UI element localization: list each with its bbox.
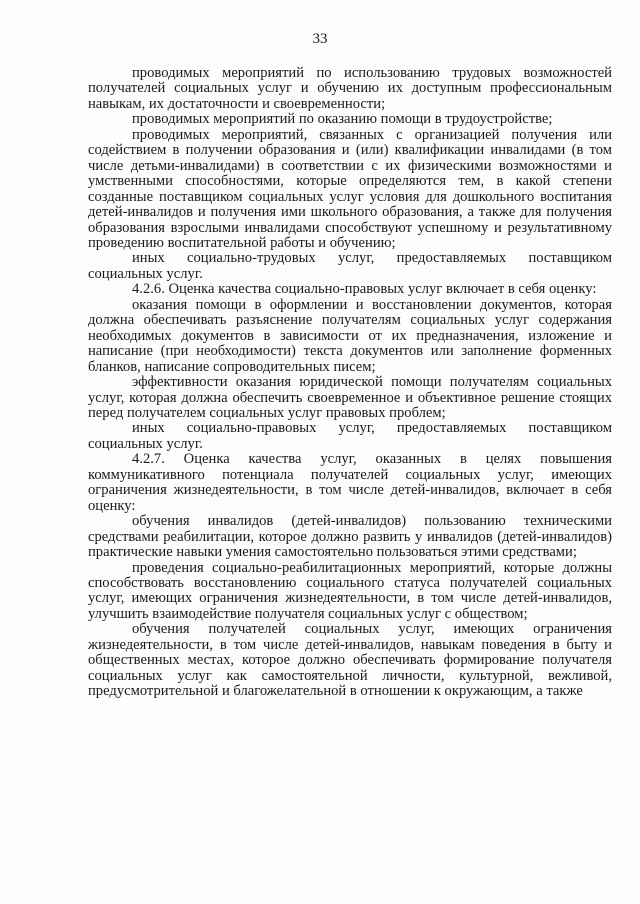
- paragraph-behavior-training: обучения получателей социальных услуг, имеющих ограничения жизнедеятельности, в том числе детей-инвалидов, навыкам поведения в быту и общественных местах, которое должно обеспечивать формирование получателя социальных услуг как самостоятельной личности, культурной, вежливой, предусмотрительной и благожелательной в отношении к окружающим, а также: [88, 621, 612, 700]
- paragraph-other-labor: иных социально-трудовых услуг, предоставляемых поставщиком социальных услуг.: [88, 250, 612, 282]
- paragraph-rehab-measures: проведения социально-реабилитационных мероприятий, которые должны способствовать восстановлению социального статуса получателей социальных услуг, имеющих ограничения жизнедеятельности, в том числе детей-инвалидов, улучшить взаимодействие получателя социальных услуг с обществом;: [88, 559, 612, 622]
- section-4-2-6: 4.2.6. Оценка качества социально-правовых услуг включает в себя оценку:: [132, 281, 597, 298]
- paragraph-education: проводимых мероприятий, связанных с организацией получения или содействием в получении образования и (или) квалификации инвалидами (в том числе детьми-инвалидами) в соответствии с их физическими возможностями и умственными способностями, которые определяются тем, в какой степени созданные поставщиком социальных услуг условия для дошкольного воспитания детей-инвалидов и получения ими школьного образования, а также для получения образования взрослыми инвалидами способствуют успешному и результативному проведению воспитательной работы и обучению;: [88, 126, 612, 251]
- document-body: [88, 66, 612, 700]
- paragraph-employment: проводимых мероприятий по оказанию помощи в трудоустройстве;: [132, 111, 553, 128]
- paragraph-documents: оказания помощи в оформлении и восстановлении документов, которая должна обеспечивать разъяснение получателям социальных услуг содержания необходимых документов в зависимости от их предназначения, изложение и написание (при необходимости) текста документов или заполнение форменных бланков, написание сопроводительных писем;: [88, 296, 612, 375]
- paragraph-labor-skills: проводимых мероприятий по использованию трудовых возможностей получателей социальных услуг и обучению их доступным профессиональным навыкам, их достаточности и своевременности;: [88, 65, 612, 112]
- paragraph-legal-aid: эффективности оказания юридической помощи получателям социальных услуг, которая должна обеспечить своевременное и объективное решение стоящих перед получателем социальных услуг правовых проблем;: [88, 374, 612, 421]
- page-number: 33: [312, 31, 328, 47]
- paragraph-rehab-devices: обучения инвалидов (детей-инвалидов) пользованию техническими средствами реабилитации, которое должно развить у инвалидов (детей-инвалидов) практические навыки умения самостоятельно пользоваться этими средствами;: [88, 513, 612, 561]
- paragraph-other-legal: иных социально-правовых услуг, предоставляемых поставщиком социальных услуг.: [88, 420, 612, 452]
- section-4-2-7: 4.2.7. Оценка качества услуг, оказанных в целях повышения коммуникативного потенциала получателей социальных услуг, имеющих ограничения жизнедеятельности, в том числе детей-инвалидов, включает в себя оценку:: [88, 451, 612, 514]
